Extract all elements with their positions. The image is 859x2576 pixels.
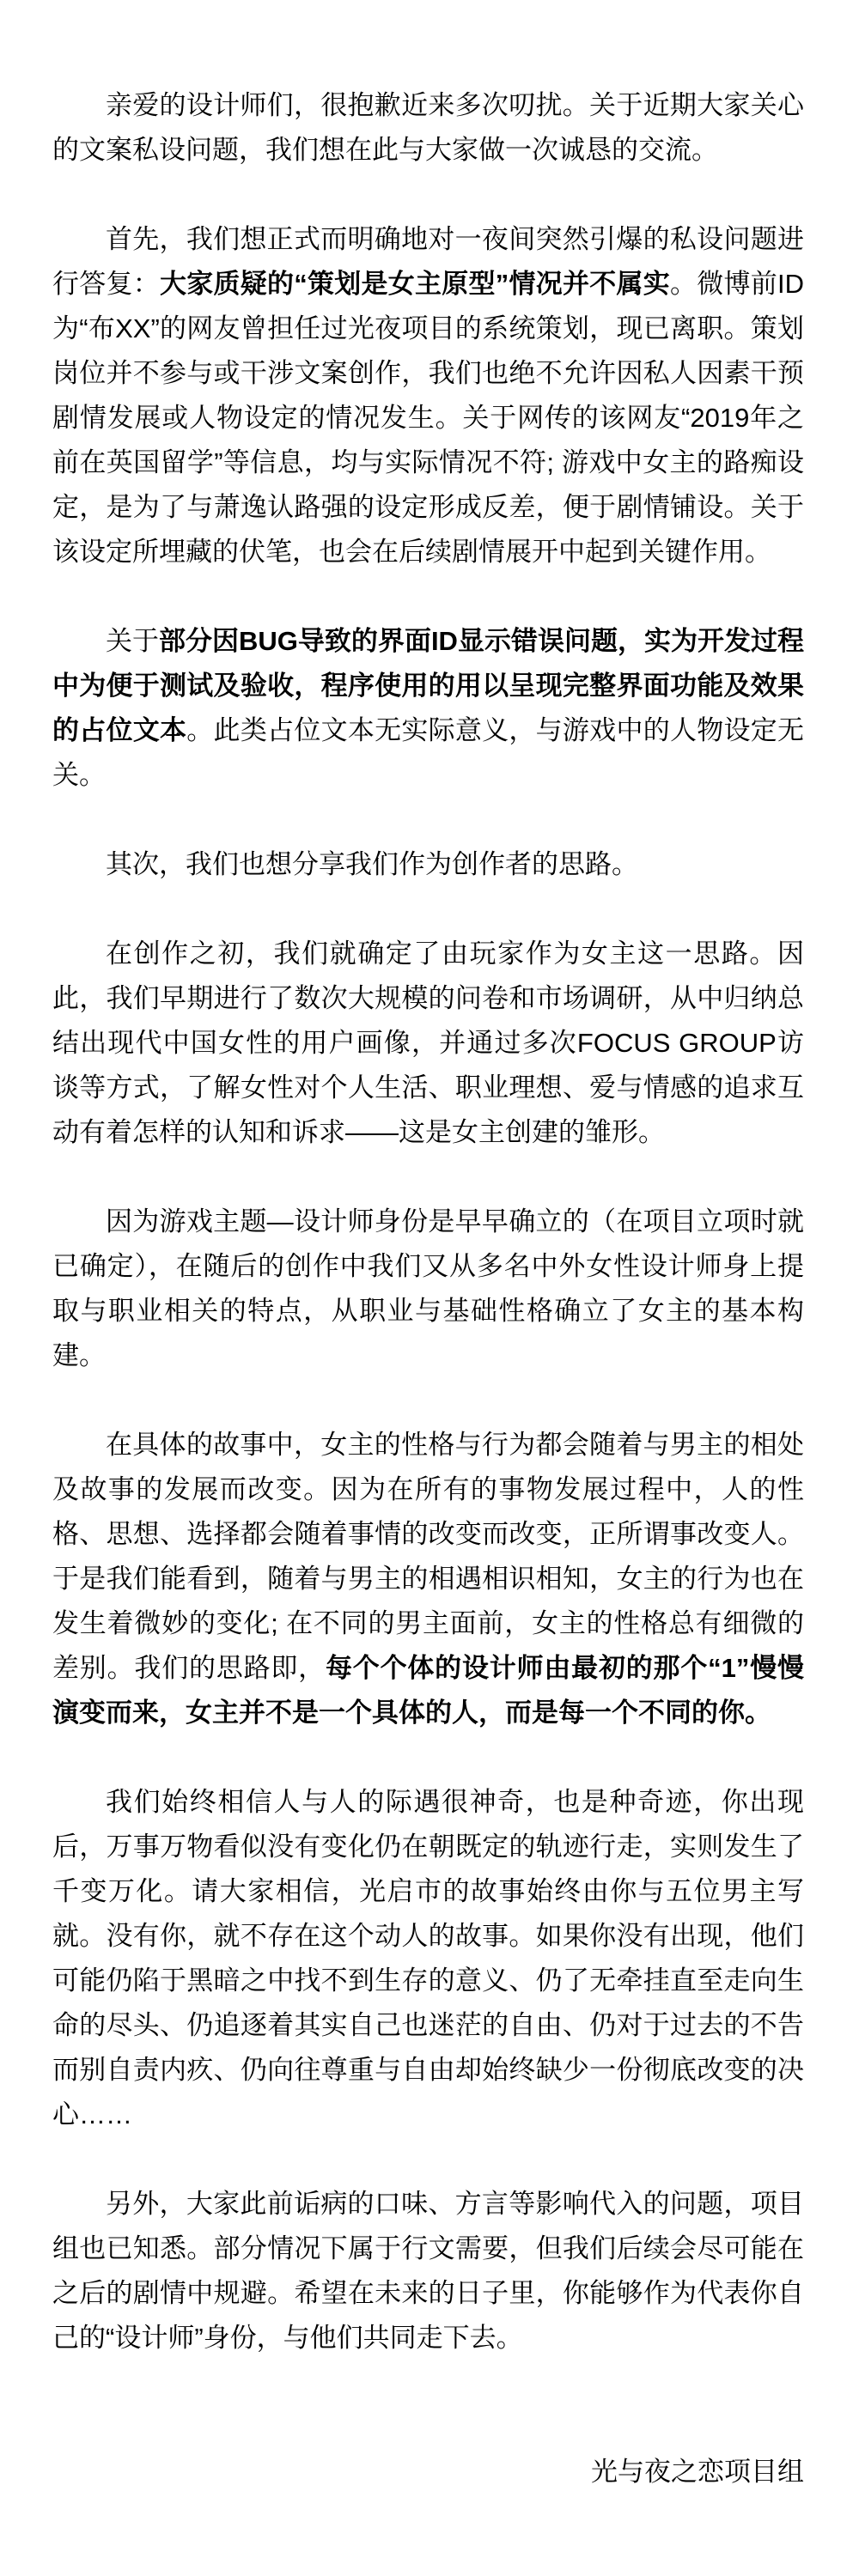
paragraph — [52, 1200, 804, 1378]
letter-body — [52, 83, 804, 2360]
text-run: 我们始终相信人与人的际遇很神奇，也是种奇迹，你出现后，万事万物看似没有变化仍在朝既定的轨迹行走，实则发生了千变万化。请大家相信，光启市的故事始终由你与五位男主写就。没有你，就不存在这个动人的故事。如果你没有出现，他们可能仍陷于黑暗之中找不到生存的意义、仍了无牵挂直至走向生命的尽头、仍追逐着其实自己也迷茫的自由、仍对于过去的不告而别自责内疚、仍向往尊重与自由却始终缺少一份彻底改变的决心…… — [52, 1787, 804, 2129]
text-run: 亲爱的设计师们，很抱歉近来多次叨扰。关于近期大家关心的文案私设问题，我们想在此与大家做一次诚恳的交流。 — [52, 90, 804, 165]
signature: 光与夜之恋项目组 — [591, 2457, 804, 2487]
text-run: 在具体的故事中，女主的性格与行为都会随着与男主的相处及故事的发展而改变。因为在所有的事物发展过程中，人的性格、思想、选择都会随着事情的改变而改变，正所谓事改变人。于是我们能看到，随着与男主的相遇相识相知，女主的行为也在发生着微妙的变化; 在不同的男主面前，女主的性格总有细微的差别。我们的思路即， — [52, 1430, 804, 1683]
text-run: 首先，我们想正式而明确地对一夜间突然引爆的私设问题进行答复： — [52, 224, 804, 299]
bold-text-run: 每个个体的设计师由最初的那个“1”慢慢演变而来，女主并不是一个具体的人，而是每一个不同的你。 — [52, 1653, 804, 1728]
paragraph — [52, 842, 804, 887]
paragraph — [52, 217, 804, 574]
text-run: 关于 — [106, 626, 160, 656]
text-run: 因为游戏主题—设计师身份是早早确立的（在项目立项时就已确定），在随后的创作中我们又从多名中外女性设计师身上提取与职业相关的特点，从职业与基础性格确立了女主的基本构建。 — [52, 1206, 804, 1370]
bold-text-run: 部分因BUG导致的界面ID显示错误问题，实为开发过程中为便于测试及验收，程序使用的用以呈现完整界面功能及效果的占位文本 — [52, 626, 805, 745]
text-run: 。微博前ID为“布XX”的网友曾担任过光夜项目的系统策划，现已离职。策划岗位并不参与或干涉文案创作，我们也绝不允许因私人因素干预剧情发展或人物设定的情况发生。关于网传的该网友“2019年之前在英国留学”等信息，均与实际情况不符; 游戏中女主的路痴设定，是为了与萧逸认路强的设定形成反差，便于剧情铺设。关于该设定所埋藏的伏笔，也会在后续剧情展开中起到关键作用。 — [52, 269, 804, 567]
paragraph — [52, 932, 804, 1155]
paragraph — [52, 1423, 804, 1735]
paragraph — [52, 83, 804, 173]
text-run: 在创作之初，我们就确定了由玩家作为女主这一思路。因此，我们早期进行了数次大规模的问卷和市场调研，从中归纳总结出现代中国女性的用户画像，并通过多次FOCUS GROUP访谈等方式，了解女性对个人生活、职业理想、爱与情感的追求互动有着怎样的认知和诉求——这是女主创建的雏形。 — [52, 939, 804, 1147]
bold-text-run: 大家质疑的“策划是女主原型”情况并不属实 — [160, 269, 670, 299]
text-run: 其次，我们也想分享我们作为创作者的思路。 — [106, 849, 638, 879]
text-run: 。此类占位文本无实际意义，与游戏中的人物设定无关。 — [52, 715, 804, 790]
paragraph — [52, 1780, 804, 2137]
text-run: 另外，大家此前诟病的口味、方言等影响代入的问题，项目组也已知悉。部分情况下属于行文需要，但我们后续会尽可能在之后的剧情中规避。希望在未来的日子里，你能够作为代表你自己的“设计师”身份，与他们共同走下去。 — [52, 2189, 804, 2353]
paragraph — [52, 619, 804, 798]
paragraph — [52, 2182, 804, 2360]
